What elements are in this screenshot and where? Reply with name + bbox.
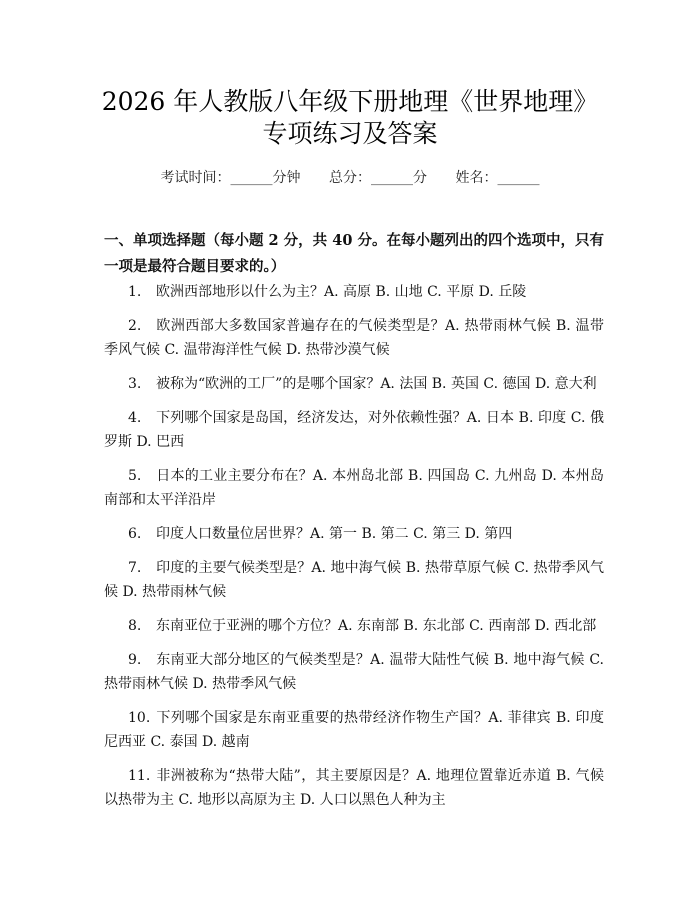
question-item [104,314,604,362]
question-text: 东南亚大部分地区的气候类型是？A. 温带大陆性气候 B. 地中海气候 C. 热带雨林气候 D. 热带季风气候 [104,652,604,692]
question-text: 非洲被称为“热带大陆”，其主要原因是？A. 地理位置靠近赤道 B. 气候以热带为主 C. 地形以高原为主 D. 人口以黑色人种为主 [104,768,604,808]
question-number: 1. [128,284,142,300]
question-item [104,706,604,754]
question-number: 2. [128,318,142,334]
question-number: 4. [128,410,142,426]
exam-meta [0,168,700,188]
question-number: 8. [128,618,142,634]
doc-title-line1: 2026 年人教版八年级下册地理《世界地理》 [101,87,599,116]
question-number: 5. [128,468,142,484]
question-number: 11. [128,768,151,784]
question-item [104,648,604,696]
question-item [104,280,604,304]
exam-score: 总分：______分 [329,170,427,186]
question-item [104,556,604,604]
question-text: 下列哪个国家是东南亚重要的热带经济作物生产国？A. 菲律宾 B. 印度尼西亚 C. 泰国 D. 越南 [104,710,604,750]
question-item [104,764,604,812]
question-text: 日本的工业主要分布在？A. 本州岛北部 B. 四国岛 C. 九州岛 D. 本州岛南部和太平洋沿岸 [104,468,604,508]
question-number: 7. [128,560,142,576]
question-item [104,464,604,512]
question-number: 3. [128,376,142,392]
question-text: 欧洲西部地形以什么为主？A. 高原 B. 山地 C. 平原 D. 丘陵 [156,284,527,300]
question-number: 9. [128,652,142,668]
question-text: 被称为“欧洲的工厂”的是哪个国家？A. 法国 B. 英国 C. 德国 D. 意大利 [156,376,597,392]
question-text: 欧洲西部大多数国家普遍存在的气候类型是？A. 热带雨林气候 B. 温带季风气候 C. 温带海洋性气候 D. 热带沙漠气候 [104,318,604,358]
exam-name: 姓名：______ [455,170,540,186]
question-item [104,522,604,546]
question-number: 6. [128,526,142,542]
question-text: 下列哪个国家是岛国，经济发达，对外依赖性强？A. 日本 B. 印度 C. 俄罗斯 D. 巴西 [104,410,604,450]
question-item [104,372,604,396]
question-text: 印度人口数量位居世界？A. 第一 B. 第二 C. 第三 D. 第四 [156,526,513,542]
section-title: 一、单项选择题（每小题 2 分，共 40 分。在每小题列出的四个选项中，只有一项是最符合题目要求的。） [104,232,604,275]
question-item [104,614,604,638]
question-text: 印度的主要气候类型是？A. 地中海气候 B. 热带草原气候 C. 热带季风气候 D. 热带雨林气候 [104,560,604,600]
question-text: 东南亚位于亚洲的哪个方位？A. 东南部 B. 东北部 C. 西南部 D. 西北部 [156,618,597,634]
question-list [104,280,604,822]
question-number: 10. [128,710,151,726]
exam-time: 考试时间：______分钟 [160,170,301,186]
question-item [104,406,604,454]
doc-title-line2: 专项练习及答案 [262,119,438,148]
